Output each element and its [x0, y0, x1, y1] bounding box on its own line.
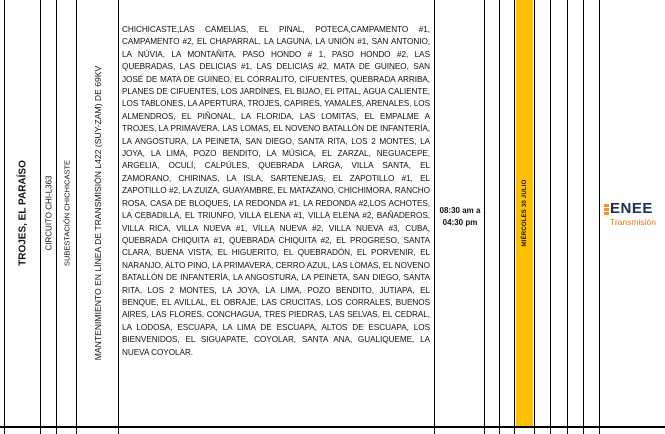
col-divider: [118, 0, 119, 434]
logo-subtitle: Transmisión: [610, 217, 656, 227]
day-highlight: [516, 0, 533, 426]
schedule: 08:30 am a 04:30 pm: [439, 206, 481, 227]
col-divider: [550, 0, 551, 434]
substation-cell: [57, 0, 76, 426]
sector-cell: [5, 0, 40, 426]
col-divider: [599, 0, 600, 434]
col-divider: [583, 0, 584, 434]
logo-name: ENEE: [610, 200, 653, 217]
row-divider: [0, 426, 665, 428]
day-label: MIÉRCOLES 30 JULIO: [521, 179, 528, 247]
circuit-name: CIRCUITO CHI-L363: [44, 175, 53, 251]
col-divider: [534, 0, 535, 434]
col-divider: [514, 0, 515, 434]
work-description-cell: [77, 0, 118, 426]
enee-logo-icon: [604, 204, 609, 218]
col-divider: [499, 0, 500, 434]
affected-areas: CHICHICASTE,LAS CAMELIAS, EL PINAL, POTECA,CAMPAMENTO #1, CAMPAMENTO #2, EL CHAPARRAL, LA LAGUNA, LA UNIÓN #1, SAN ANTONIO, LA NÚVIA, LA MONTAÑITA, PASO HONDO # 1, PASO HONDO #2, LAS QUEBRADAS, LAS DELICIAS #1, LAS DELICIAS #2, MATA DE GUINEO, SAN JOSÉ DE MATA DE GUINEO, EL CORRALITO, CIFUENTES, QUEBRADA ARRIBA, PLANES DE CIFUENTES, LOS JARDÍNES, EL BIJAO, EL PITAL, AGUA CALIENTE, LOS TABLONES, LA APERTURA, TROJES, CAPIRES, YAMALES, ARENALES, LOS ALMENDROS, EL PIÑONAL, LA FLORIDA, LAS LOMITAS, EL EMPALME A TROJES, LA PRIMAVERA, LAS LOMAS, EL NOVENO BATALLÓN DE INFANTERÍA, LA ANGOSTURA, LA PEINETA, SAN DIEGO, SANTA RITA, LOS 2 MONTES, LA JOYA, LA LIMA, POZO BENDITO, LA MÚSICA, EL ZARZAL, NEGUACEPE, ARGELIA, OCULÍ, CALPÚLES, QUEBRADA LARGA, VILLA SANTA, EL ZAMORANO, CHIRINAS, LA ISLA, SARTENEJAS, EL ZAPOTILLO #1, EL ZAPOTILLO #2, LA ZUIZA, GUAYAMBRE, EL MATAZANO, CHICHIMORA, RANCHO ROSA, CASA DE BLOQUES, LA REDONDA #1, LA REDONDA #2,LOS ACHOTES, LA CEBADILLA, EL TRIUNFO, VILLA ELENA #1, VILLA ELENA #2, BAÑADEROS, VILLA RICA, VILLA NUEVA #1, VILLA NUEVA #2, VILLA NUEVA #3, CUBA, QUEBRADA CHIQUITA #1, QUEBRADA CHIQUITA #2, EL PROGRESO, SANTA CLARA, BUENA VISTA, EL HIGUERITO, EL QUEBRADÓN, EL PORVENIR, EL NARANJO, ALTO PINO, LA PRIMAVERA, CERRO AZUL, LAS LOMAS, EL NOVENO BATALLÓN DE INFANTERÍA, LA ANGOSTURA, LA PEINETA, SAN DIEGO, SANTA RITA, LOS 2 MONTES, LA JOYA, LA LIMA, POZO BENDITO, JUTIAPA, EL BENQUE, EL AVILLAL, EL OBRAJE, LAS CRUCITAS, LOS CORRALES, BUENOS AIRES, LAS FLORES, CONCHAGUA, TRES PIEDRAS, LAS SELVAS, EL CEDRAL, LA LODOSA, ESCUAPA, LA LIMA DE ESCUAPA, ALTOS DE ESCUAPA, LOS BIENVENIDOS, EL SIGUAPATE, COYOLAR, SANTA ANA, GUALIQUEME, LA NUEVA COYOLAR.: [122, 25, 430, 357]
work-description: MANTENIMIENTO EN LÍNEA DE TRANSMISIÓN L422 (SUY-ZAM) DE 69KV: [92, 65, 103, 361]
circuit-cell: [41, 0, 56, 426]
col-divider: [567, 0, 568, 434]
substation-name: SUBESTACIÓN CHICHICASTE: [62, 159, 71, 267]
sector-name: TROJES, EL PARAÍSO: [17, 160, 28, 266]
enee-logo: [604, 202, 665, 230]
